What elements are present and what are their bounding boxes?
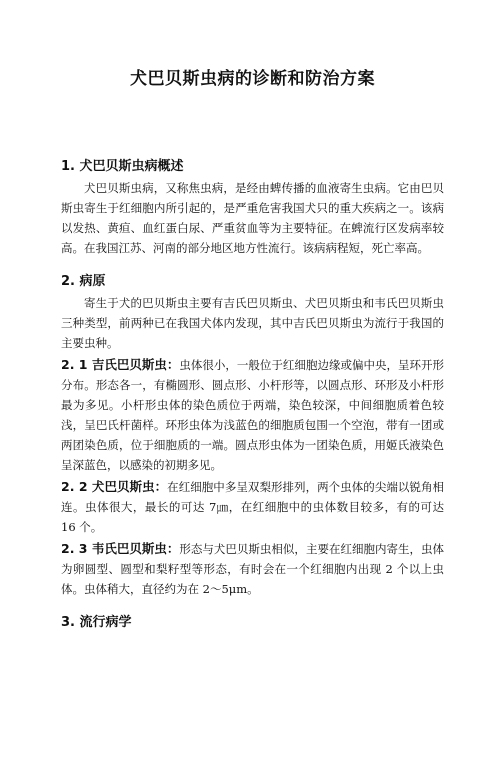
document-page — [0, 64, 500, 771]
subsection-gibsoni — [61, 355, 444, 475]
subsection-text: 形态与犬巴贝斯虫相似，主要在红细胞内寄生，虫体为卵圆型、圆型和梨籽型等形态，有时会在一个红细胞内出现 2 个以上虫体。虫体稍大，直径约为在 2～5μm。 — [61, 542, 444, 596]
subsection-canis — [61, 477, 444, 537]
document-title: 犬巴贝斯虫病的诊断和防治方案 — [130, 69, 375, 89]
section-heading-overview: 1. 犬巴贝斯虫病概述 — [61, 159, 184, 174]
subsection-label: 2. 3 韦氏巴贝斯虫： — [61, 541, 180, 556]
subsection-text: 在红细胞中多呈双梨形排列，两个虫体的尖端以锐角相连。虫体很大，最长的可达 7㎛，在红细胞中的虫体数目较多，有的可达 16 个。 — [61, 480, 444, 534]
subsection-vogeli — [61, 539, 444, 599]
section-heading-epidemiology: 3. 流行病学 — [61, 615, 132, 630]
section-paragraph-pathogen: 寄生于犬的巴贝斯虫主要有吉氏巴贝斯虫、犬巴贝斯虫和韦氏巴贝斯虫三种类型，前两种已在我国犬体内发现，其中吉氏巴贝斯虫为流行于我国的主要虫种。 — [61, 296, 444, 350]
section-heading-pathogen: 2. 病原 — [61, 274, 106, 289]
subsection-label: 2. 1 吉氏巴贝斯虫： — [61, 357, 180, 372]
subsection-text: 虫体很小，一般位于红细胞边缘或偏中央，呈环开形分布。形态各一，有椭圆形、圆点形、小杆形等，以圆点形、环形及小杆形最为多见。小杆形虫体的染色质位于两端，染色较深，中间细胞质着色较浅，呈巴氏杆菌样。环形虫体为浅蓝色的细胞质包围一个空泡，带有一团或两团染色质，位于细胞质的一端。圆点形虫体为一团染色质，用姬氏液染色呈深蓝色，以感染的初期多见。 — [61, 358, 444, 472]
section-paragraph-overview: 犬巴贝斯虫病，又称焦虫病，是经由蜱传播的血液寄生虫病。它由巴贝斯虫寄生于红细胞内所引起的，是严重危害我国犬只的重大疾病之一。该病以发热、黄疸、血红蛋白尿、严重贫血等为主要特征。在蜱流行区发病率较高。在我国江苏、河南的部分地区地方性流行。该病病程短，死亡率高。 — [61, 181, 444, 255]
subsection-label: 2. 2 犬巴贝斯虫： — [61, 479, 168, 494]
